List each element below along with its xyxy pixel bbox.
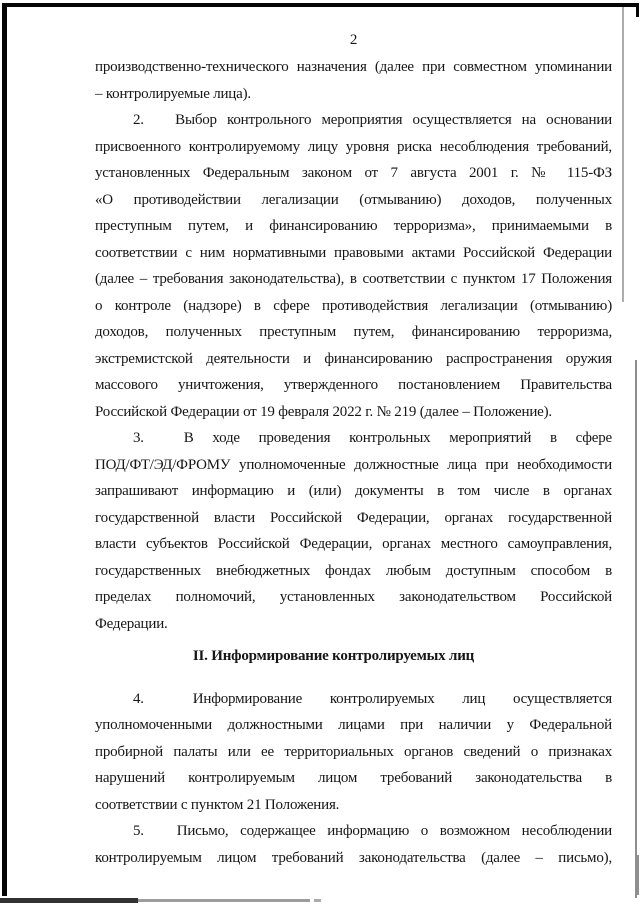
text-line-content: запрашивают информацию и (или) документы в том числе в органах (95, 483, 612, 499)
text-line-content: о контроле (надзоре) в сфере противодействия легализации (отмыванию) (95, 297, 612, 314)
text-line (95, 818, 612, 845)
scan-border-top-right-stub (636, 3, 639, 17)
text-line (95, 240, 612, 267)
text-line-content: преступным путем, и финансированию терроризма», принимаемыми в (95, 218, 612, 234)
text-line (95, 266, 612, 293)
text-line (95, 54, 612, 81)
text-line (95, 558, 612, 585)
text-line-content: пределах полномочий, установленных законодательством Российской (95, 589, 612, 605)
paragraph-number: 3. (133, 430, 144, 446)
text-line (95, 107, 612, 134)
text-line-content: ПОД/ФТ/ЭД/ФРОМУ уполномоченные должностные лица при необходимости (95, 456, 612, 473)
scan-edge-right-stub (637, 855, 639, 895)
text-line (95, 611, 612, 638)
paragraph (95, 54, 612, 107)
text-line-content: соответствии с пунктом 21 Положения. (95, 796, 340, 813)
text-line (95, 686, 612, 713)
scan-edge-line-upper (622, 7, 624, 302)
text-line-content: экстремистской деятельности и финансированию распространения оружия (95, 350, 612, 367)
scan-bottom-bar-dark (0, 898, 138, 903)
text-line (95, 505, 612, 532)
text-line (95, 478, 612, 505)
text-line-content: государственных внебюджетных фондах любым доступным способом в (95, 562, 612, 579)
text-line-content: власти субъектов Российской Федерации, органах местного самоуправления, (95, 536, 612, 552)
paragraph (95, 818, 612, 871)
text-line (95, 792, 612, 819)
text-line-content: массового уничтожения, утвержденного постановлением Правительства (95, 377, 612, 393)
text-line-content: Письмо, содержащее информацию о возможном несоблюдении (176, 823, 612, 839)
text-line-content: государственной власти Российской Федерации, органах государственной (95, 509, 612, 526)
text-line (95, 531, 612, 558)
text-line (95, 712, 612, 739)
text-line (95, 372, 612, 399)
text-line-content: В ходе проведения контрольных мероприятий в сфере (183, 430, 612, 446)
paragraph (95, 107, 612, 425)
text-line-content: Выбор контрольного мероприятия осуществляется на основании (175, 112, 612, 128)
text-line (95, 452, 612, 479)
scan-edge-line-lower (635, 360, 637, 898)
paragraph-number: 4. (133, 690, 144, 707)
text-line-content: (далее – требования законодательства), в соответствии с пунктом 17 Положения (95, 271, 612, 287)
scan-bottom-bar-gray (138, 899, 310, 902)
text-line (95, 845, 612, 872)
text-line-content: соответствии с ним нормативными правовыми актами Российской Федерации (95, 244, 612, 261)
text-line (95, 584, 612, 611)
text-line-content: «О противодействии легализации (отмыванию) доходов, полученных (95, 191, 612, 208)
text-line-content: доходов, полученных преступным путем, финансированию терроризма, (95, 324, 612, 340)
paragraph (95, 425, 612, 637)
paragraph-number: 2. (133, 112, 144, 128)
text-line-content: Федерации. (95, 615, 168, 632)
text-line-content: пробирной палаты или ее территориальных органов сведений о признаках (95, 743, 612, 760)
text-line (95, 160, 612, 187)
document-body (95, 54, 612, 871)
text-line (95, 293, 612, 320)
text-line (95, 346, 612, 373)
text-line-content: нарушений контролируемым лицом требований законодательства в (95, 770, 612, 786)
page-number: 2 (349, 32, 358, 48)
text-line-content: – контролируемые лица). (95, 85, 251, 102)
text-line-content: контролируемым лицом требований законодательства (далее – письмо), (95, 849, 612, 866)
text-line (95, 187, 612, 214)
section-heading: II. Информирование контролируемых лиц (192, 648, 475, 664)
text-line (95, 319, 612, 346)
text-line (95, 81, 612, 108)
text-line (95, 765, 612, 792)
text-line (95, 739, 612, 766)
scan-border-left (2, 3, 7, 896)
text-line-content: Информирование контролируемых лиц осуществляется (192, 690, 612, 707)
text-line-content: присвоенного контролируемому лицу уровня риска несоблюдения требований, (95, 138, 612, 155)
text-line (95, 425, 612, 452)
text-line (95, 213, 612, 240)
page-content (95, 0, 612, 871)
text-line-content: уполномоченными должностными лицами при наличии у Федеральной (95, 717, 612, 733)
text-line (95, 134, 612, 161)
text-line-content: производственно-технического назначения (далее при совместном упоминании (95, 59, 612, 75)
paragraph (95, 686, 612, 819)
scan-bottom-bar-dot (314, 899, 321, 902)
text-line (95, 399, 612, 426)
text-line-content: Российской Федерации от 19 февраля 2022 г. № 219 (далее – Положение). (95, 403, 552, 420)
text-line-content: установленных Федеральным законом от 7 августа 2001 г. № 115-ФЗ (95, 165, 612, 181)
paragraph-number: 5. (133, 823, 144, 839)
